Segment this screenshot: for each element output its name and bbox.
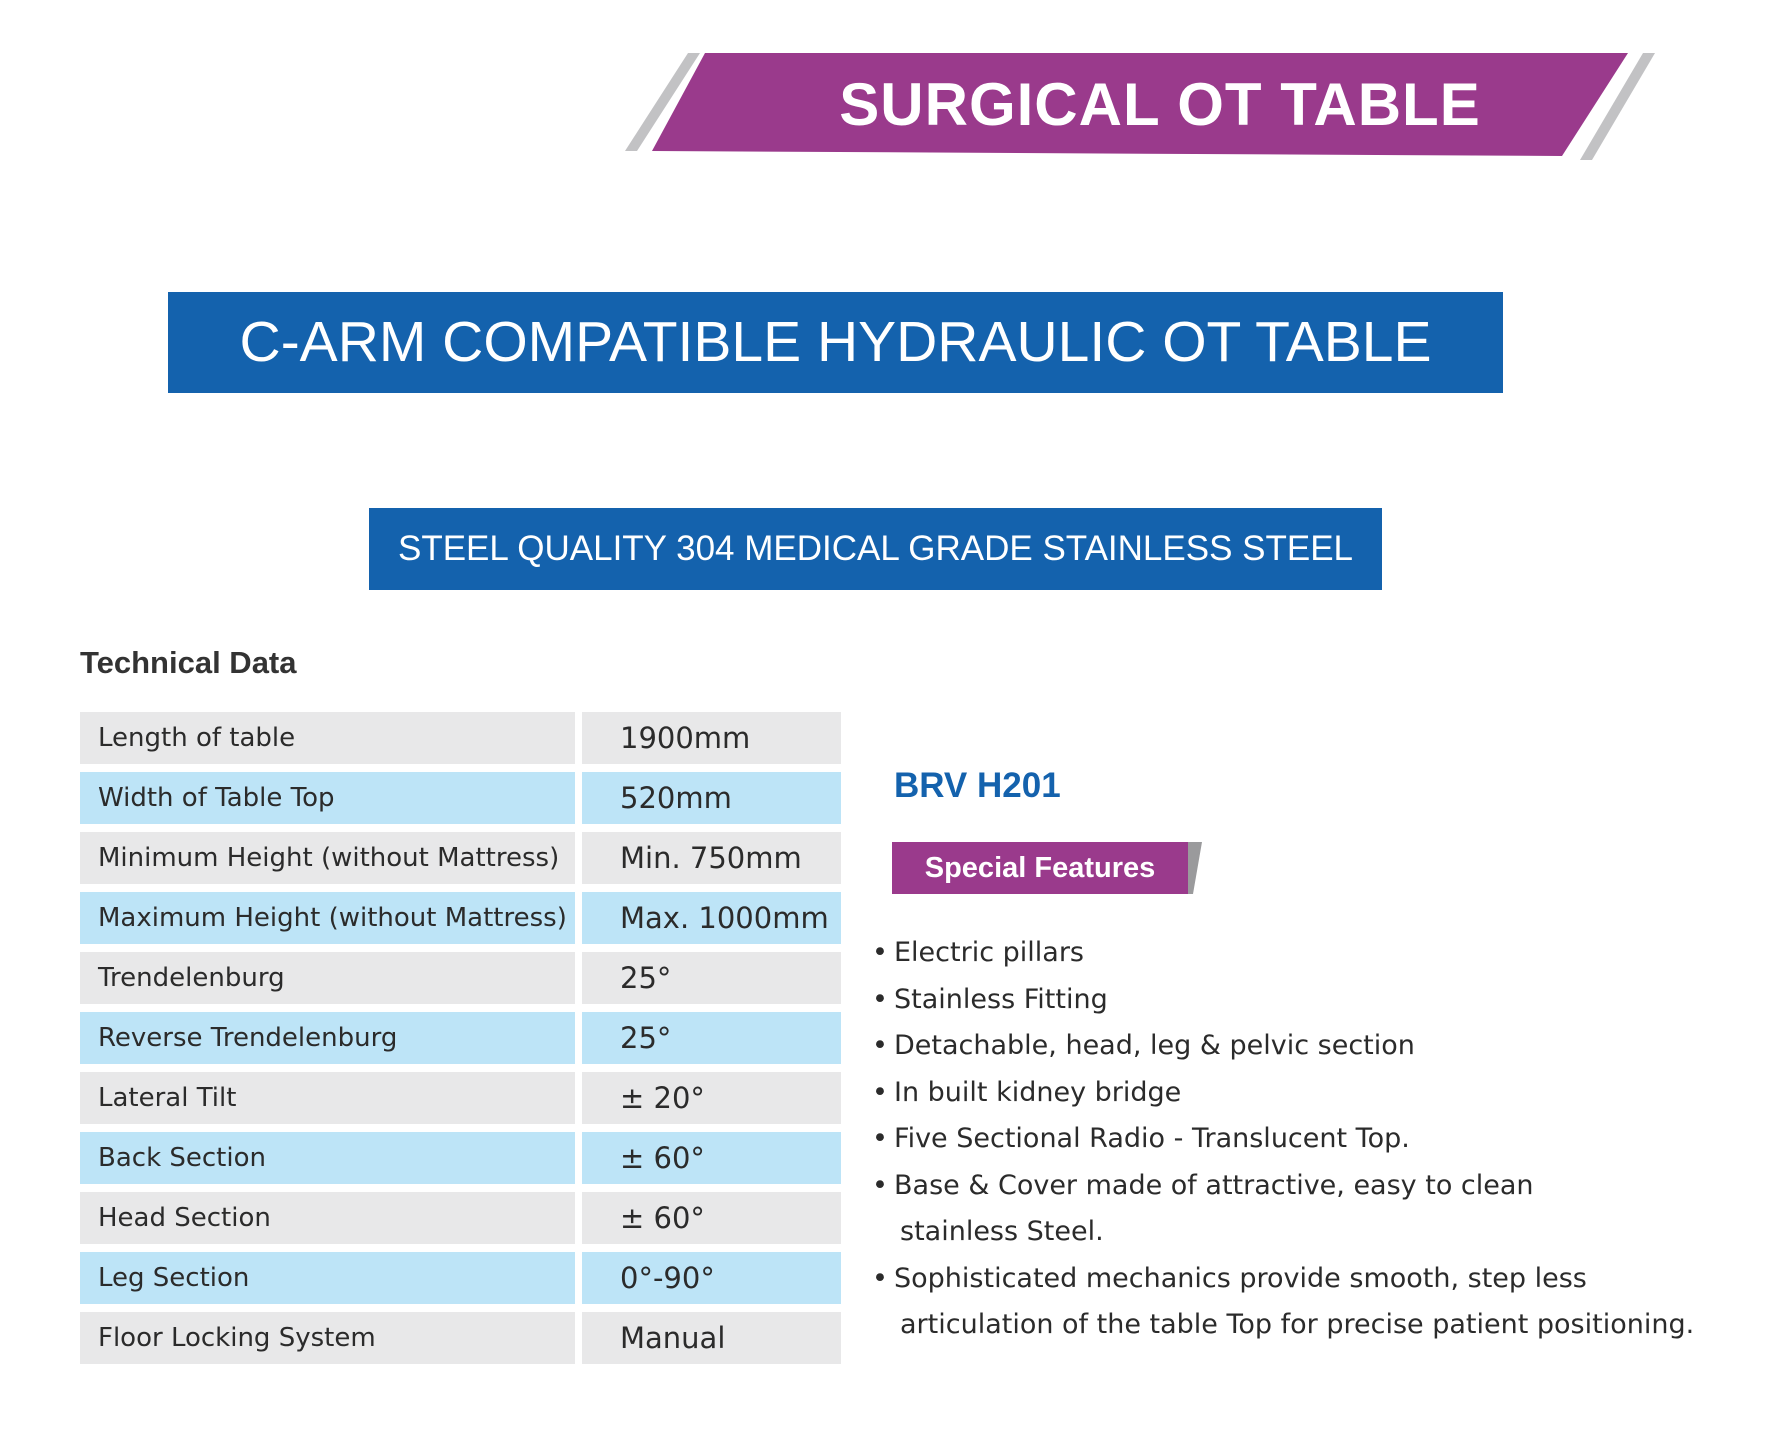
list-item	[872, 1116, 1742, 1163]
row-value: Max. 1000mm	[582, 892, 841, 944]
list-item	[872, 1070, 1742, 1117]
feature-text: Base & Cover made of attractive, easy to clean	[894, 1169, 1534, 1201]
row-label: Back Section	[80, 1132, 575, 1184]
bullet: •	[872, 1169, 888, 1201]
table-row	[80, 832, 841, 892]
bullet: •	[872, 1262, 888, 1294]
row-label: Head Section	[80, 1192, 575, 1244]
row-label: Lateral Tilt	[80, 1072, 575, 1124]
table-row	[80, 772, 841, 832]
list-item	[872, 977, 1742, 1024]
feature-text-continued: stainless Steel.	[900, 1216, 1104, 1247]
row-value: ± 60°	[582, 1192, 841, 1244]
bullet: •	[872, 937, 888, 968]
row-value: 520mm	[582, 772, 841, 824]
row-value: ± 20°	[582, 1072, 841, 1124]
row-value: ± 60°	[582, 1132, 841, 1184]
feature-text: Five Sectional Radio - Translucent Top.	[894, 1123, 1410, 1154]
product-title: C-ARM COMPATIBLE HYDRAULIC OT TABLE	[168, 292, 1503, 393]
bullet: •	[872, 1030, 888, 1061]
row-value: Min. 750mm	[582, 832, 841, 884]
row-value: 0°-90°	[582, 1252, 841, 1304]
feature-text-continued: articulation of the table Top for precise patient positioning.	[900, 1309, 1695, 1340]
row-label: Floor Locking System	[80, 1312, 575, 1364]
row-value: 25°	[582, 1012, 841, 1064]
feature-text: In built kidney bridge	[894, 1076, 1182, 1108]
top-banner	[625, 50, 1695, 164]
technical-data-table	[80, 712, 841, 1372]
table-row	[80, 1192, 841, 1252]
bullet: •	[872, 983, 888, 1015]
table-row	[80, 1072, 841, 1132]
table-row	[80, 952, 841, 1012]
list-item	[872, 930, 1742, 977]
row-label: Leg Section	[80, 1252, 575, 1304]
technical-data-title: Technical Data	[80, 645, 297, 680]
model-name: BRV H201	[894, 766, 1061, 805]
row-label: Length of table	[80, 712, 575, 764]
special-features-label: Special Features	[924, 852, 1156, 884]
table-row	[80, 892, 841, 952]
features-list	[872, 930, 1742, 1349]
row-label: Reverse Trendelenburg	[80, 1012, 575, 1064]
table-row	[80, 1012, 841, 1072]
row-value: Manual	[582, 1312, 841, 1364]
special-features-tag	[892, 842, 1202, 894]
list-item	[872, 1023, 1742, 1070]
row-label: Trendelenburg	[80, 952, 575, 1004]
bullet: •	[872, 1076, 888, 1108]
row-value: 25°	[582, 952, 841, 1004]
row-value: 1900mm	[582, 712, 841, 764]
row-label: Width of Table Top	[80, 772, 575, 824]
feature-text: Stainless Fitting	[894, 983, 1108, 1015]
list-item	[872, 1256, 1742, 1349]
list-item	[872, 1163, 1742, 1256]
table-row	[80, 1132, 841, 1192]
feature-text: Detachable, head, leg & pelvic section	[894, 1030, 1415, 1061]
row-label: Minimum Height (without Mattress)	[80, 832, 575, 884]
bullet: •	[872, 1123, 888, 1154]
feature-text: Sophisticated mechanics provide smooth, step less	[894, 1262, 1587, 1294]
feature-text: Electric pillars	[894, 937, 1084, 968]
table-row	[80, 1312, 841, 1372]
banner-title: SURGICAL OT TABLE	[839, 71, 1481, 138]
table-row	[80, 1252, 841, 1312]
table-row	[80, 712, 841, 772]
steel-quality-heading: STEEL QUALITY 304 MEDICAL GRADE STAINLESS STEEL	[369, 508, 1382, 590]
row-label: Maximum Height (without Mattress)	[80, 892, 575, 944]
